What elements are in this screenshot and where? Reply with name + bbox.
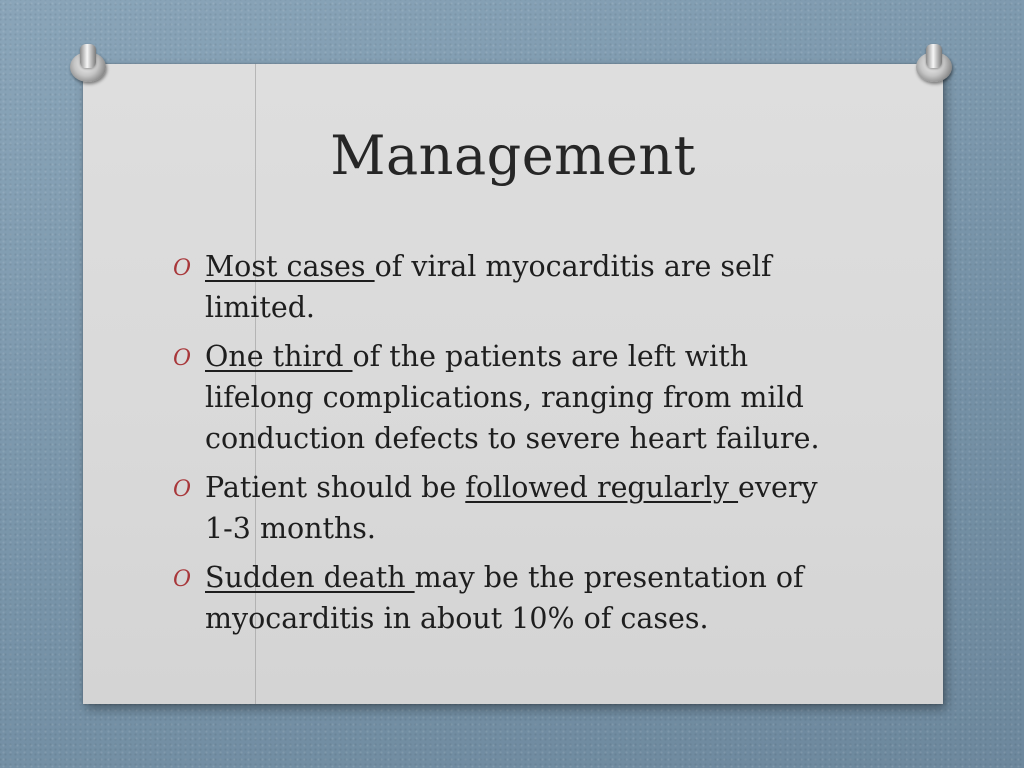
bullet-item [173,336,853,459]
slide-title: Management [330,124,696,187]
bullet-emphasis: Sudden death [205,561,415,594]
bullet-text: may be the presentation of myocarditis in about 10% of cases. [205,561,804,635]
bullet-item [173,246,853,328]
bullet-item [173,467,853,549]
pushpin-icon [916,44,954,84]
bullet-text: of the patients are left with lifelong complications, ranging from mild conduction defects to severe heart failure. [205,340,820,455]
pushpin-icon [70,44,108,84]
bullet-emphasis: One third [205,340,353,373]
bullet-text: every 1-3 months. [205,471,818,545]
bullet-marker-icon: O [173,567,192,592]
bullet-marker-icon: O [173,346,192,371]
bullet-text: of viral myocarditis are self limited. [205,250,772,324]
bullet-item [173,557,853,639]
bullet-emphasis: Most cases [205,250,375,283]
bullet-emphasis: followed regularly [465,471,739,504]
bullet-marker-icon: O [173,256,192,281]
bullet-prefix: Patient should be [205,471,466,504]
bullet-list [173,246,853,647]
bullet-marker-icon: O [173,477,192,502]
